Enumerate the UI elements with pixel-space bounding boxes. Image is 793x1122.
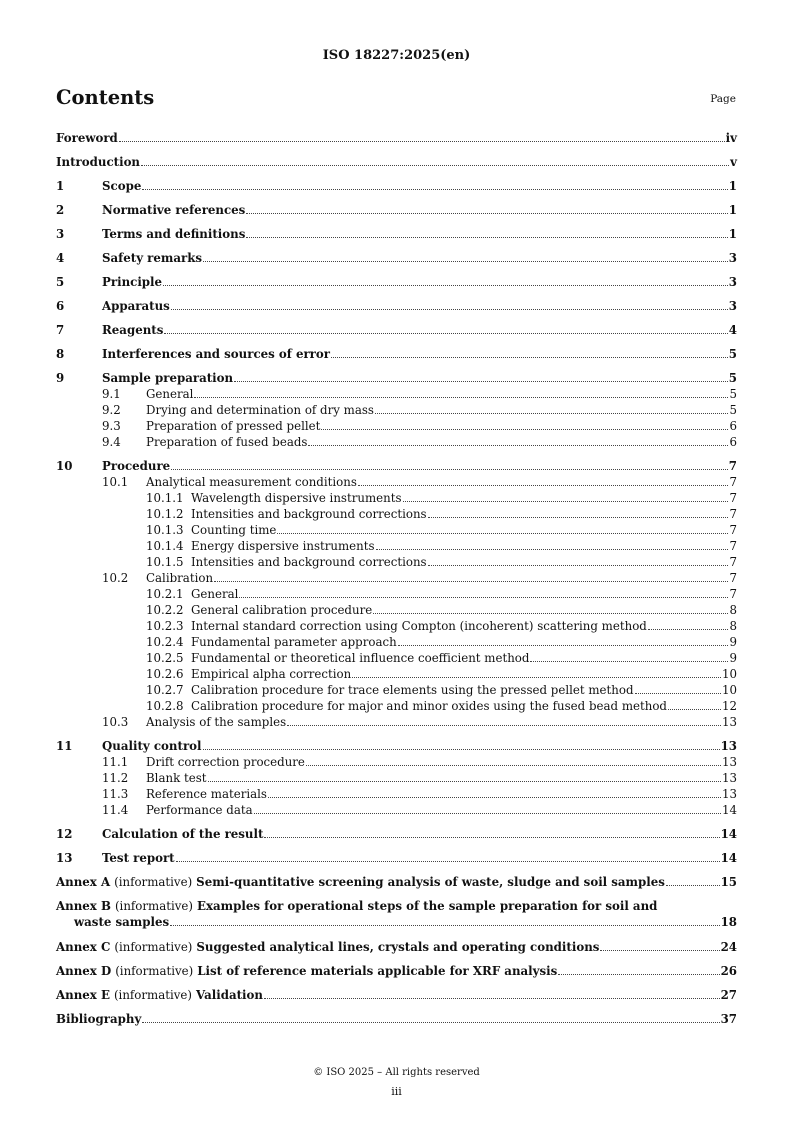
dot-leader [246, 212, 727, 214]
toc-entry[interactable] [56, 435, 737, 449]
dot-leader [208, 780, 721, 782]
toc-entry-title: Reagents [102, 323, 164, 337]
toc-annex-entry[interactable] [56, 875, 737, 889]
toc-entry[interactable] [56, 555, 737, 569]
toc-entry-title-continued: waste samples [74, 915, 170, 929]
toc-entry-page: 9 [729, 651, 737, 665]
toc-entry[interactable] [56, 179, 737, 193]
dot-leader [214, 580, 728, 582]
dot-leader [268, 796, 721, 798]
toc-entry-title: Empirical alpha correction [191, 667, 352, 681]
toc-entry-page: 8 [729, 603, 737, 617]
toc-entry-number: 10.2.7 [146, 683, 184, 697]
toc-entry[interactable] [56, 227, 737, 241]
dot-leader [264, 836, 719, 838]
page-number-footer: iii [391, 1085, 402, 1098]
toc-entry[interactable] [56, 827, 737, 841]
toc-entry[interactable] [56, 251, 737, 265]
toc-entry-number: 5 [56, 275, 65, 289]
toc-entry[interactable] [56, 275, 737, 289]
toc-entry-title: Normative references [102, 203, 246, 217]
toc-entry-number: 9.4 [102, 435, 121, 449]
toc-entry[interactable] [56, 507, 737, 521]
dot-leader [666, 884, 720, 886]
dot-leader [403, 500, 729, 502]
toc-entry[interactable] [56, 803, 737, 817]
toc-entry[interactable] [56, 475, 737, 489]
toc-entry-title: Validation [196, 988, 263, 1002]
toc-entry[interactable] [56, 491, 737, 505]
dot-leader [558, 973, 719, 975]
toc-entry-title: Test report [102, 851, 175, 865]
toc-entry-number: 10.2 [102, 571, 129, 585]
toc-entry-page: 6 [729, 419, 737, 433]
toc-entry-page: 5 [728, 347, 737, 361]
toc-entry-page: 7 [729, 571, 737, 585]
toc-entry[interactable] [56, 203, 737, 217]
toc-entry[interactable] [56, 131, 737, 145]
toc-entry-number: 10.2.6 [146, 667, 184, 681]
toc-entry-title: Quality control [102, 739, 202, 753]
toc-entry-number: 11.4 [102, 803, 129, 817]
toc-entry-number: 10.2.4 [146, 635, 184, 649]
toc-entry-title: General calibration procedure [191, 603, 373, 617]
dot-leader [373, 612, 728, 614]
toc-entry-page: 14 [721, 803, 737, 817]
toc-entry-page: 9 [729, 635, 737, 649]
annex-informative: (informative) [114, 940, 193, 954]
toc-entry-title: General [146, 387, 194, 401]
toc-entry-number: 9 [56, 371, 65, 385]
toc-entry-number: 10.2.3 [146, 619, 184, 633]
toc-entry-page: v [730, 155, 737, 169]
toc-entry-number: 8 [56, 347, 65, 361]
toc-entry-page: 14 [720, 827, 737, 841]
toc-entry-number: 3 [56, 227, 65, 241]
toc-entry-number: 10 [56, 459, 73, 473]
toc-entry-page: 12 [721, 699, 737, 713]
dot-leader [635, 692, 721, 694]
toc-entry[interactable] [56, 571, 737, 585]
toc-entry-number: 1 [56, 179, 65, 193]
toc-entry-number: 6 [56, 299, 65, 313]
toc-entry-page: 10 [721, 667, 737, 681]
toc-entry-page: 13 [721, 755, 737, 769]
toc-entry-title: Energy dispersive instruments [191, 539, 375, 553]
dot-leader [277, 532, 728, 534]
toc-entry-number: 9.1 [102, 387, 121, 401]
toc-entry-number: 11.3 [102, 787, 129, 801]
toc-entry[interactable] [56, 739, 737, 753]
dot-leader [376, 548, 729, 550]
toc-entry-page: 8 [729, 619, 737, 633]
toc-entry-title: Foreword [56, 131, 118, 145]
toc-entry-number: 12 [56, 827, 73, 841]
toc-entry-title: Intensities and background corrections [191, 507, 427, 521]
toc-entry-title: Sample preparation [102, 371, 234, 385]
dot-leader [239, 596, 728, 598]
toc-entry-title: Preparation of pressed pellet [146, 419, 321, 433]
dot-leader [194, 396, 728, 398]
toc-entry-title: Calculation of the result [102, 827, 264, 841]
toc-annex-entry[interactable] [56, 964, 737, 978]
dot-leader [142, 1021, 719, 1023]
toc-entry[interactable] [56, 459, 737, 473]
toc-entry[interactable] [56, 787, 737, 801]
toc-entry[interactable] [56, 651, 737, 665]
toc-entry-title: Procedure [102, 459, 171, 473]
document-id-header: ISO 18227:2025(en) [322, 48, 471, 63]
toc-entry[interactable] [56, 667, 737, 681]
toc-entry-title: Terms and definitions [102, 227, 246, 241]
dot-leader [234, 380, 728, 382]
toc-entry-number: 10.2.8 [146, 699, 184, 713]
toc-entry-number: 10.3 [102, 715, 129, 729]
toc-entry-number: 4 [56, 251, 65, 265]
toc-entry-number: 10.2.2 [146, 603, 184, 617]
toc-entry-title: Bibliography [56, 1012, 142, 1026]
dot-leader [163, 284, 728, 286]
toc-entry[interactable] [56, 155, 737, 169]
toc-entry-title: Semi-quantitative screening analysis of waste, sludge and soil samples [196, 875, 665, 889]
toc-entry-page: 1 [728, 227, 737, 241]
toc-entry-number: 10.1.4 [146, 539, 184, 553]
toc-entry-title: Calibration procedure for major and minor oxides using the fused bead method [191, 699, 667, 713]
toc-entry[interactable] [56, 587, 737, 601]
toc-entry-page: 18 [720, 915, 737, 929]
toc-entry[interactable] [56, 771, 737, 785]
toc-entry-title: Intensities and background corrections [191, 555, 427, 569]
toc-entry-page: 6 [729, 435, 737, 449]
toc-entry-title: Preparation of fused beads [146, 435, 308, 449]
toc-entry[interactable] [56, 603, 737, 617]
toc-entry[interactable] [56, 683, 737, 697]
toc-entry-page: 7 [729, 475, 737, 489]
dot-leader [142, 188, 727, 190]
toc-entry-number: 10.2.5 [146, 651, 184, 665]
toc-entry-page: 27 [720, 988, 737, 1002]
toc-entry-title: Calibration procedure for trace elements using the pressed pellet method [191, 683, 634, 697]
dot-leader [164, 332, 727, 334]
toc-entry-title: Internal standard correction using Compton (incoherent) scattering method [191, 619, 647, 633]
dot-leader [306, 764, 721, 766]
annex-label: Annex E [56, 988, 110, 1002]
toc-entry-number: 10.1.3 [146, 523, 184, 537]
toc-entry[interactable] [56, 851, 737, 865]
dot-leader [119, 140, 725, 142]
toc-entry-page: 3 [728, 299, 737, 313]
toc-entry-page: 7 [729, 587, 737, 601]
toc-entry-number: 10.1.1 [146, 491, 184, 505]
toc-entry[interactable] [56, 419, 737, 433]
toc-entry-number: 10.1.5 [146, 555, 184, 569]
dot-leader [428, 564, 729, 566]
annex-label: Annex D [56, 964, 112, 978]
toc-entry-page: iv [725, 131, 737, 145]
contents-heading: Contents [56, 86, 155, 109]
toc-entry[interactable] [56, 715, 737, 729]
dot-leader [141, 164, 729, 166]
toc-entry-number: 13 [56, 851, 73, 865]
toc-entry-title: Blank test [146, 771, 207, 785]
toc-entry-page: 37 [720, 1012, 737, 1026]
toc-entry-title: Apparatus [102, 299, 170, 313]
toc-entry-title: Principle [102, 275, 163, 289]
toc-entry[interactable] [56, 371, 737, 385]
dot-leader [600, 949, 719, 951]
dot-leader [428, 516, 729, 518]
dot-leader [308, 444, 728, 446]
dot-leader [648, 628, 729, 630]
annex-informative: (informative) [113, 988, 193, 1002]
dot-leader [203, 260, 728, 262]
toc-entry-number: 9.2 [102, 403, 121, 417]
toc-entry-title: Scope [102, 179, 142, 193]
toc-bibliography-entry[interactable] [56, 1012, 737, 1026]
toc-entry[interactable] [56, 523, 737, 537]
toc-entry-title: Wavelength dispersive instruments [191, 491, 402, 505]
annex-informative: (informative) [114, 875, 193, 889]
toc-entry-title: Safety remarks [102, 251, 203, 265]
toc-entry-page: 7 [729, 539, 737, 553]
annex-informative: (informative) [115, 964, 194, 978]
toc-entry-page: 7 [729, 555, 737, 569]
toc-entry-page: 1 [728, 179, 737, 193]
toc-entry-number: 10.2.1 [146, 587, 184, 601]
toc-entry-page: 7 [728, 459, 737, 473]
toc-entry-page: 14 [720, 851, 737, 865]
toc-entry-page: 7 [729, 507, 737, 521]
toc-entry[interactable] [56, 299, 737, 313]
toc-entry-title: Calibration [146, 571, 214, 585]
toc-entry[interactable] [56, 387, 737, 401]
toc-entry[interactable] [56, 619, 737, 633]
toc-annex-entry[interactable] [56, 940, 737, 954]
toc-entry-page: 5 [729, 387, 737, 401]
toc-entry[interactable] [56, 699, 737, 713]
dot-leader [331, 356, 728, 358]
dot-leader [287, 724, 721, 726]
toc-entry-title: Introduction [56, 155, 141, 169]
toc-entry-page: 7 [729, 491, 737, 505]
toc-entry-number: 11.1 [102, 755, 129, 769]
toc-entry-title: Fundamental parameter approach [191, 635, 397, 649]
toc-entry-page: 7 [729, 523, 737, 537]
dot-leader [668, 708, 721, 710]
toc-entry-page: 5 [729, 403, 737, 417]
toc-entry-page: 13 [720, 739, 737, 753]
toc-entry-page: 10 [721, 683, 737, 697]
toc-entry[interactable] [56, 755, 737, 769]
page-column-label: Page [710, 93, 736, 105]
toc-entry-number: 9.3 [102, 419, 121, 433]
toc-entry-number: 10.1.2 [146, 507, 184, 521]
toc-entry-title: Suggested analytical lines, crystals and operating conditions [196, 940, 600, 954]
toc-annex-entry[interactable] [56, 915, 737, 929]
dot-leader [254, 812, 721, 814]
toc-entry[interactable] [56, 403, 737, 417]
dot-leader [358, 484, 729, 486]
dot-leader [246, 236, 727, 238]
toc-entry-title: Interferences and sources of error [102, 347, 330, 361]
toc-entry-title: General [191, 587, 239, 601]
annex-informative: (informative) [114, 899, 193, 913]
dot-leader [530, 660, 728, 662]
toc-entry-page: 4 [728, 323, 737, 337]
toc-annex-entry-line1[interactable] [56, 899, 737, 913]
dot-leader [321, 428, 728, 430]
toc-entry-title: Analytical measurement conditions [146, 475, 357, 489]
dot-leader [398, 644, 729, 646]
toc-entry-title: List of reference materials applicable for XRF analysis [197, 964, 558, 978]
toc-entry[interactable] [56, 539, 737, 553]
toc-entry-title: Fundamental or theoretical influence coefficient method [191, 651, 530, 665]
toc-entry-page: 15 [720, 875, 737, 889]
toc-entry-page: 5 [728, 371, 737, 385]
toc-entry-page: 13 [721, 771, 737, 785]
toc-entry-page: 26 [720, 964, 737, 978]
toc-entry-title: Drying and determination of dry mass [146, 403, 374, 417]
toc-entry-number: 11 [56, 739, 73, 753]
dot-leader [352, 676, 721, 678]
dot-leader [171, 468, 728, 470]
toc-entry-title: Analysis of the samples [146, 715, 287, 729]
toc-entry-page: 13 [721, 787, 737, 801]
toc-entry-number: 2 [56, 203, 65, 217]
toc-entry-title: Performance data [146, 803, 253, 817]
toc-entry-page: 3 [728, 275, 737, 289]
toc-entry-page: 24 [720, 940, 737, 954]
toc-entry-page: 1 [728, 203, 737, 217]
dot-leader [203, 748, 720, 750]
annex-label: Annex A [56, 875, 111, 889]
toc-entry-title: Counting time [191, 523, 277, 537]
dot-leader [171, 308, 728, 310]
toc-entry-number: 7 [56, 323, 65, 337]
toc-entry-title: Drift correction procedure [146, 755, 305, 769]
dot-leader [176, 860, 720, 862]
dot-leader [170, 924, 719, 926]
dot-leader [375, 412, 729, 414]
toc-entry[interactable] [56, 323, 737, 337]
dot-leader [264, 997, 720, 999]
toc-entry-number: 11.2 [102, 771, 129, 785]
toc-entry-page: 3 [728, 251, 737, 265]
toc-entry-page: 13 [721, 715, 737, 729]
toc-annex-entry[interactable] [56, 988, 737, 1002]
toc-entry[interactable] [56, 347, 737, 361]
annex-label: Annex B [56, 899, 111, 913]
toc-entry-number: 10.1 [102, 475, 129, 489]
annex-label: Annex C [56, 940, 111, 954]
toc-entry-title: Reference materials [146, 787, 267, 801]
toc-entry-title: Examples for operational steps of the sample preparation for soil and [197, 899, 658, 913]
toc-entry[interactable] [56, 635, 737, 649]
copyright-footer: © ISO 2025 – All rights reserved [313, 1067, 480, 1078]
